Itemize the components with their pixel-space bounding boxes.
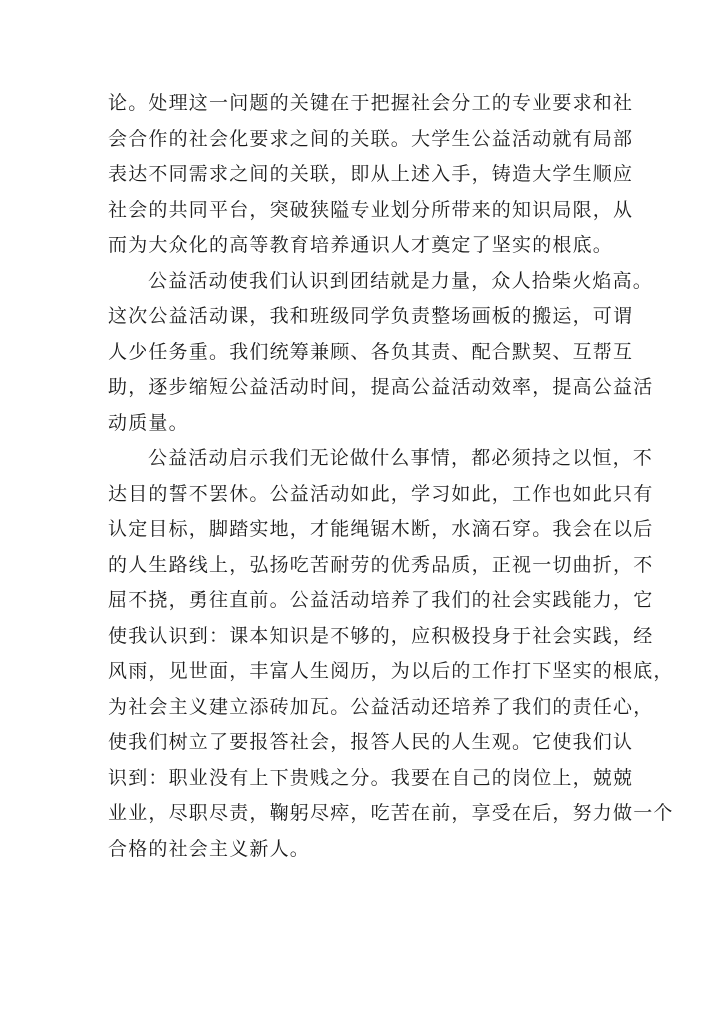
text-line: 公益活动启示我们无论做什么事情，都必须持之以恒，不 xyxy=(148,447,654,469)
text-line: 公益活动使我们认识到团结就是力量，众人拾柴火焰高。 xyxy=(148,269,654,292)
text-line: 使我认识到：课本知识是不够的，应积极投身于社会实践，经 xyxy=(108,624,654,647)
text-line: 这次公益活动课，我和班级同学负责整场画板的搬运，可谓 xyxy=(108,305,634,327)
text-line: 会合作的社会化要求之间的关联。大学生公益活动就有局部 xyxy=(108,127,634,150)
paragraph-1 xyxy=(108,86,634,264)
text-line: 而为大众化的高等教育培养通识人才奠定了坚实的根底。 xyxy=(108,234,614,256)
text-line: 人少任务重。我们统筹兼顾、各负其责、配合默契、互帮互 xyxy=(108,340,634,363)
text-line: 达目的誓不罢休。公益活动如此，学习如此，工作也如此只有 xyxy=(108,482,654,505)
text-line: 合格的社会主义新人。 xyxy=(108,837,311,860)
text-line: 动质量。 xyxy=(108,411,189,434)
text-line: 的人生路线上，弘扬吃苦耐劳的优秀品质，正视一切曲折，不 xyxy=(108,553,654,576)
text-line: 表达不同需求之间的关联，即从上述入手，铸造大学生顺应 xyxy=(108,163,634,185)
text-line: 业业，尽职尽责，鞠躬尽瘁，吃苦在前，享受在后，努力做一个 xyxy=(108,802,674,824)
paragraph-3 xyxy=(108,441,674,867)
text-line: 识到：职业没有上下贵贱之分。我要在自己的岗位上，兢兢 xyxy=(108,766,634,789)
text-line: 认定目标，脚踏实地，才能绳锯木断，水滴石穿。我会在以后 xyxy=(108,518,654,540)
text-line: 屈不挠，勇往直前。公益活动培养了我们的社会实践能力，它 xyxy=(108,589,654,611)
paragraph-2 xyxy=(108,264,654,442)
text-line: 论。处理这一问题的关键在于把握社会分工的专业要求和社 xyxy=(108,92,634,114)
text-line: 为社会主义建立添砖加瓦。公益活动还培养了我们的责任心， xyxy=(108,695,654,718)
text-line: 助，逐步缩短公益活动时间，提高公益活动效率，提高公益活 xyxy=(108,376,654,398)
text-line: 使我们树立了要报答社会，报答人民的人生观。它使我们认 xyxy=(108,731,634,753)
text-line: 风雨，见世面，丰富人生阅历，为以后的工作打下坚实的根底， xyxy=(108,660,674,682)
text-line: 社会的共同平台，突破狭隘专业划分所带来的知识局限，从 xyxy=(108,198,634,221)
body-text xyxy=(108,86,674,867)
